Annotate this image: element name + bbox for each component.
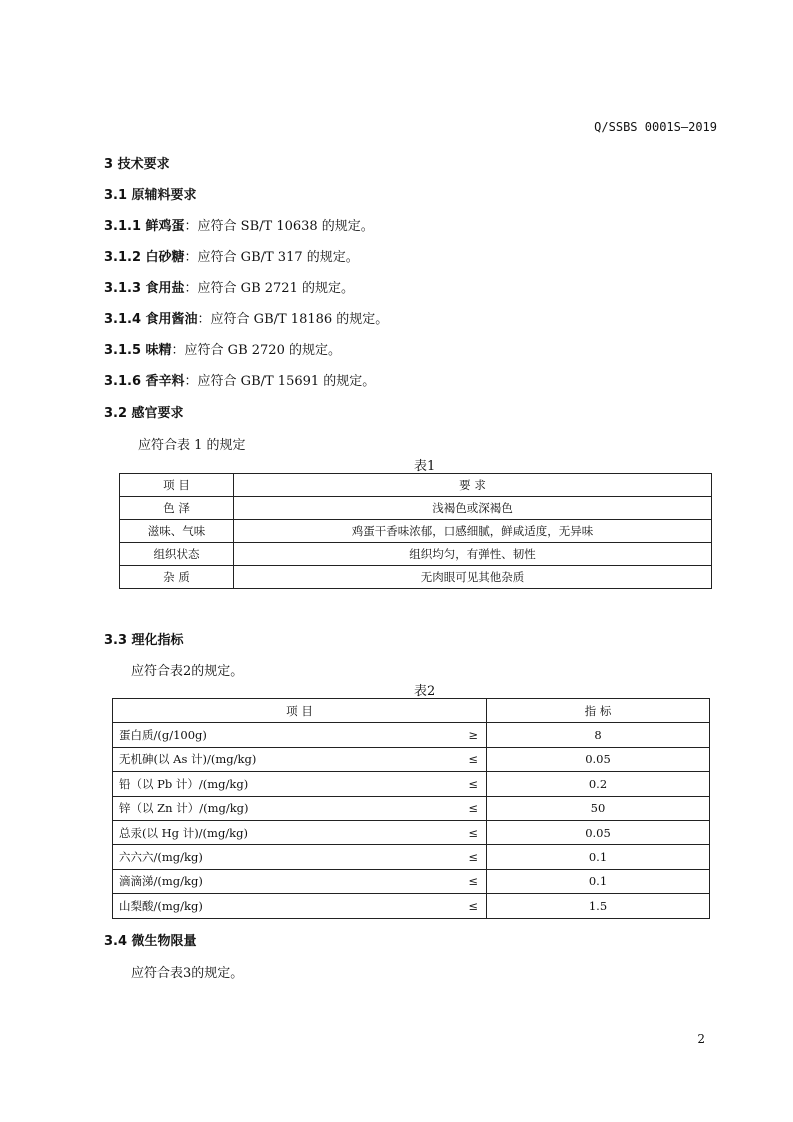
comparison-symbol: ≤ [468,850,478,865]
comparison-symbol: ≤ [468,898,478,913]
table-header-cell: 要 求 [234,474,712,497]
table-cell: 0.1 [487,869,710,893]
table-row [113,796,710,820]
table-cell: 滋味、气味 [120,520,234,543]
table-row [120,520,712,543]
table-row [113,723,710,747]
comparison-symbol: ≥ [468,728,478,743]
table-header-cell: 指 标 [487,699,710,723]
table-cell: 0.05 [487,747,710,771]
heading-3-2: 3.2 感官要求 [104,406,184,421]
table-cell [113,845,487,869]
table-cell: 色 泽 [120,497,234,520]
table-cell [113,723,487,747]
table-cell: 浅褐色或深褐色 [234,497,712,520]
table-row [113,869,710,893]
clause-3-1-3: 3.1.3 食用盐：应符合 GB 2721 的规定。 [104,281,354,296]
comparison-symbol: ≤ [468,752,478,767]
paragraph-3-3: 应符合表2的规定。 [131,664,244,679]
table-row [120,497,712,520]
clause-3-1-4: 3.1.4 食用酱油：应符合 GB/T 18186 的规定。 [104,312,389,327]
item-name: 无机砷(以 As 计)/(mg/kg) [119,752,257,767]
heading-3: 3 技术要求 [104,157,170,172]
heading-3-1: 3.1 原辅料要求 [104,188,197,203]
clause-3-1-6: 3.1.6 香辛料：应符合 GB/T 15691 的规定。 [104,374,376,389]
paragraph-3-2: 应符合表 1 的规定 [138,438,246,453]
table-cell: 杂 质 [120,566,234,589]
paragraph-3-4: 应符合表3的规定。 [131,966,244,981]
table-cell: 组织状态 [120,543,234,566]
table-cell: 0.1 [487,845,710,869]
heading-3-4: 3.4 微生物限量 [104,934,197,949]
table-cell [113,796,487,820]
table-cell [113,747,487,771]
table-cell [113,820,487,844]
page-number: 2 [697,1032,705,1046]
item-name: 六六六/(mg/kg) [119,850,203,865]
table-cell: 组织均匀，有弹性、韧性 [234,543,712,566]
table-header-row [120,474,712,497]
table2 [112,698,710,919]
table-cell [113,894,487,918]
table-row [120,543,712,566]
table-cell: 8 [487,723,710,747]
comparison-symbol: ≤ [468,874,478,889]
clause-3-1-1: 3.1.1 鲜鸡蛋：应符合 SB/T 10638 的规定。 [104,219,374,234]
table-cell: 50 [487,796,710,820]
table-row [113,894,710,918]
table-cell: 无肉眼可见其他杂质 [234,566,712,589]
table1 [119,473,712,589]
clause-3-1-2: 3.1.2 白砂糖：应符合 GB/T 317 的规定。 [104,250,359,265]
heading-3-3: 3.3 理化指标 [104,633,184,648]
item-name: 锌（以 Zn 计）/(mg/kg) [119,801,249,816]
item-name: 山梨酸/(mg/kg) [119,898,203,913]
comparison-symbol: ≤ [468,801,478,816]
table-header-cell: 项 目 [120,474,234,497]
table-cell: 0.05 [487,820,710,844]
item-name: 蛋白质/(g/100g) [119,728,207,743]
item-name: 铅（以 Pb 计）/(mg/kg) [119,776,249,791]
table-cell: 鸡蛋干香味浓郁，口感细腻，鲜咸适度，无异味 [234,520,712,543]
item-name: 滴滴涕/(mg/kg) [119,874,203,889]
table-row [120,566,712,589]
table-row [113,772,710,796]
table-row [113,747,710,771]
table1-caption: 表1 [414,459,436,474]
table-header-cell: 项 目 [113,699,487,723]
comparison-symbol: ≤ [468,776,478,791]
comparison-symbol: ≤ [468,825,478,840]
table-row [113,820,710,844]
table-header-row [113,699,710,723]
document-code: Q/SSBS 0001S—2019 [594,120,717,134]
clause-3-1-5: 3.1.5 味精：应符合 GB 2720 的规定。 [104,343,341,358]
item-name: 总汞(以 Hg 计)/(mg/kg) [119,825,248,840]
table2-caption: 表2 [414,684,436,699]
table-row [113,845,710,869]
table-cell: 0.2 [487,772,710,796]
table-cell [113,772,487,796]
table-cell [113,869,487,893]
table-cell: 1.5 [487,894,710,918]
